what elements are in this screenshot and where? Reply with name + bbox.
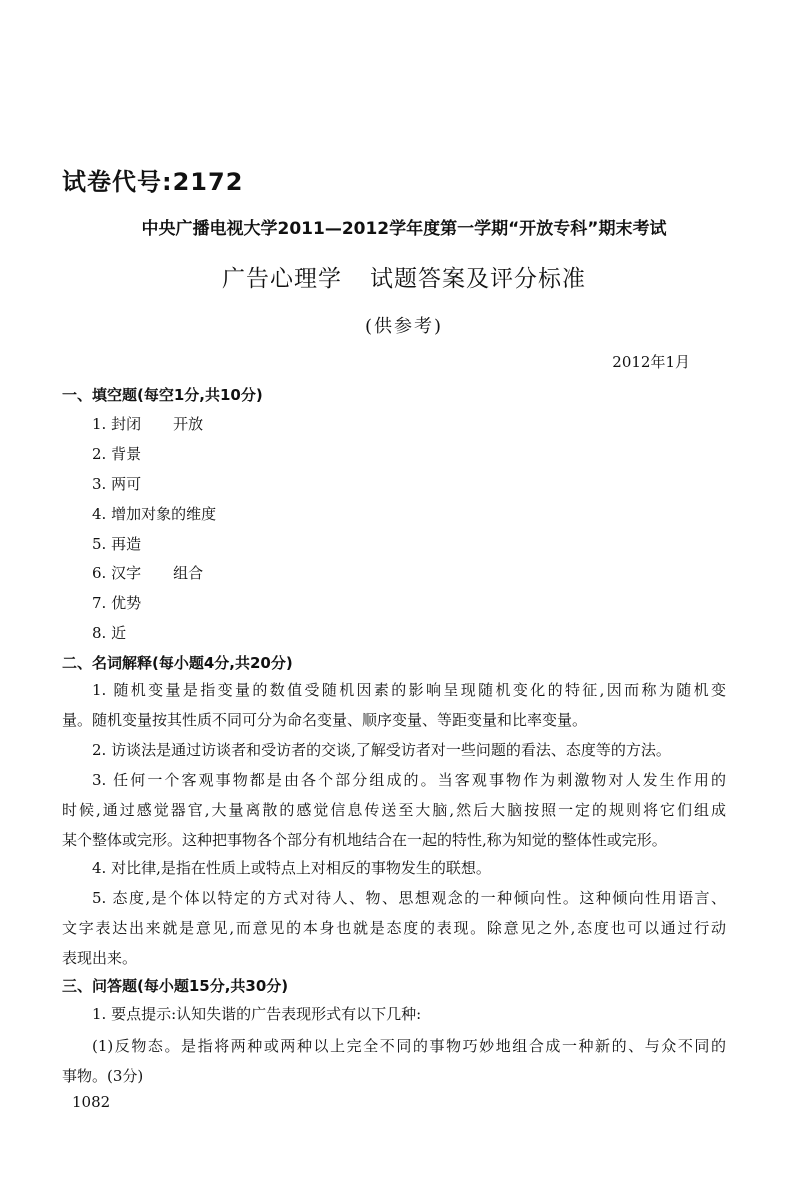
fill-item-8: 8. 近 xyxy=(92,624,127,642)
definition-2: 2. 访谈法是通过访谈者和受访者的交谈,了解受访者对一些问题的看法、态度等的方法。 xyxy=(92,741,671,759)
fill-item-2: 2. 背景 xyxy=(92,445,142,463)
section-3-title: 三、问答题(每小题15分,共30分) xyxy=(62,977,289,995)
answer-1-point-1: (1)反物态。是指将两种或两种以上完全不同的事物巧妙地组合成一种新的、与众不同的 事物。(3分) xyxy=(62,1037,726,1085)
page-number: 1082 xyxy=(72,1093,111,1111)
fill-item-7: 7. 优势 xyxy=(92,594,142,612)
exam-title: 中央广播电视大学2011—2012学年度第一学期“开放专科”期末考试 xyxy=(141,219,667,239)
fill-item-6: 6. 汉字 组合 xyxy=(92,564,204,582)
subject-title xyxy=(0,260,808,293)
fill-item-3: 3. 两可 xyxy=(92,475,142,493)
section-1-title: 一、填空题(每空1分,共10分) xyxy=(62,386,263,404)
reference-note: (供参考) xyxy=(364,316,444,337)
fill-item-4: 4. 增加对象的维度 xyxy=(92,505,217,523)
section-2-title: 二、名词解释(每小题4分,共20分) xyxy=(62,654,293,672)
fill-item-1: 1. 封闭 开放 xyxy=(92,415,204,433)
exam-code-label: 试卷代号:2172 xyxy=(62,168,244,196)
exam-date: 2012年1月 xyxy=(612,353,690,371)
subject-name: 广告心理学 xyxy=(222,266,342,292)
definition-3: 3. 任何一个客观事物都是由各个部分组成的。当客观事物作为刺激物对人发生作用的 时候,通过感觉器官,大量离散的感觉信息传送至大脑,然后大脑按照一定的规则将它们组成 某个整体或完形。这种把事物各个部分有机地结合在一起的特性,称为知觉的整体性或完形。 xyxy=(62,771,726,849)
definition-4: 4. 对比律,是指在性质上或特点上对相反的事物发生的联想。 xyxy=(92,859,491,877)
definition-5: 5. 态度,是个体以特定的方式对待人、物、思想观念的一种倾向性。这种倾向性用语言、 文字表达出来就是意见,而意见的本身也就是态度的表现。除意见之外,态度也可以通过行动 表现出来。 xyxy=(62,889,726,967)
definition-1: 1. 随机变量是指变量的数值受随机因素的影响呈现随机变化的特征,因而称为随机变 量。随机变量按其性质不同可分为命名变量、顺序变量、等距变量和比率变量。 xyxy=(62,681,726,729)
answer-key-title: 试题答案及评分标准 xyxy=(370,266,586,292)
answer-1-intro: 1. 要点提示:认知失谐的广告表现形式有以下几种: xyxy=(92,1005,422,1023)
fill-item-5: 5. 再造 xyxy=(92,535,142,553)
